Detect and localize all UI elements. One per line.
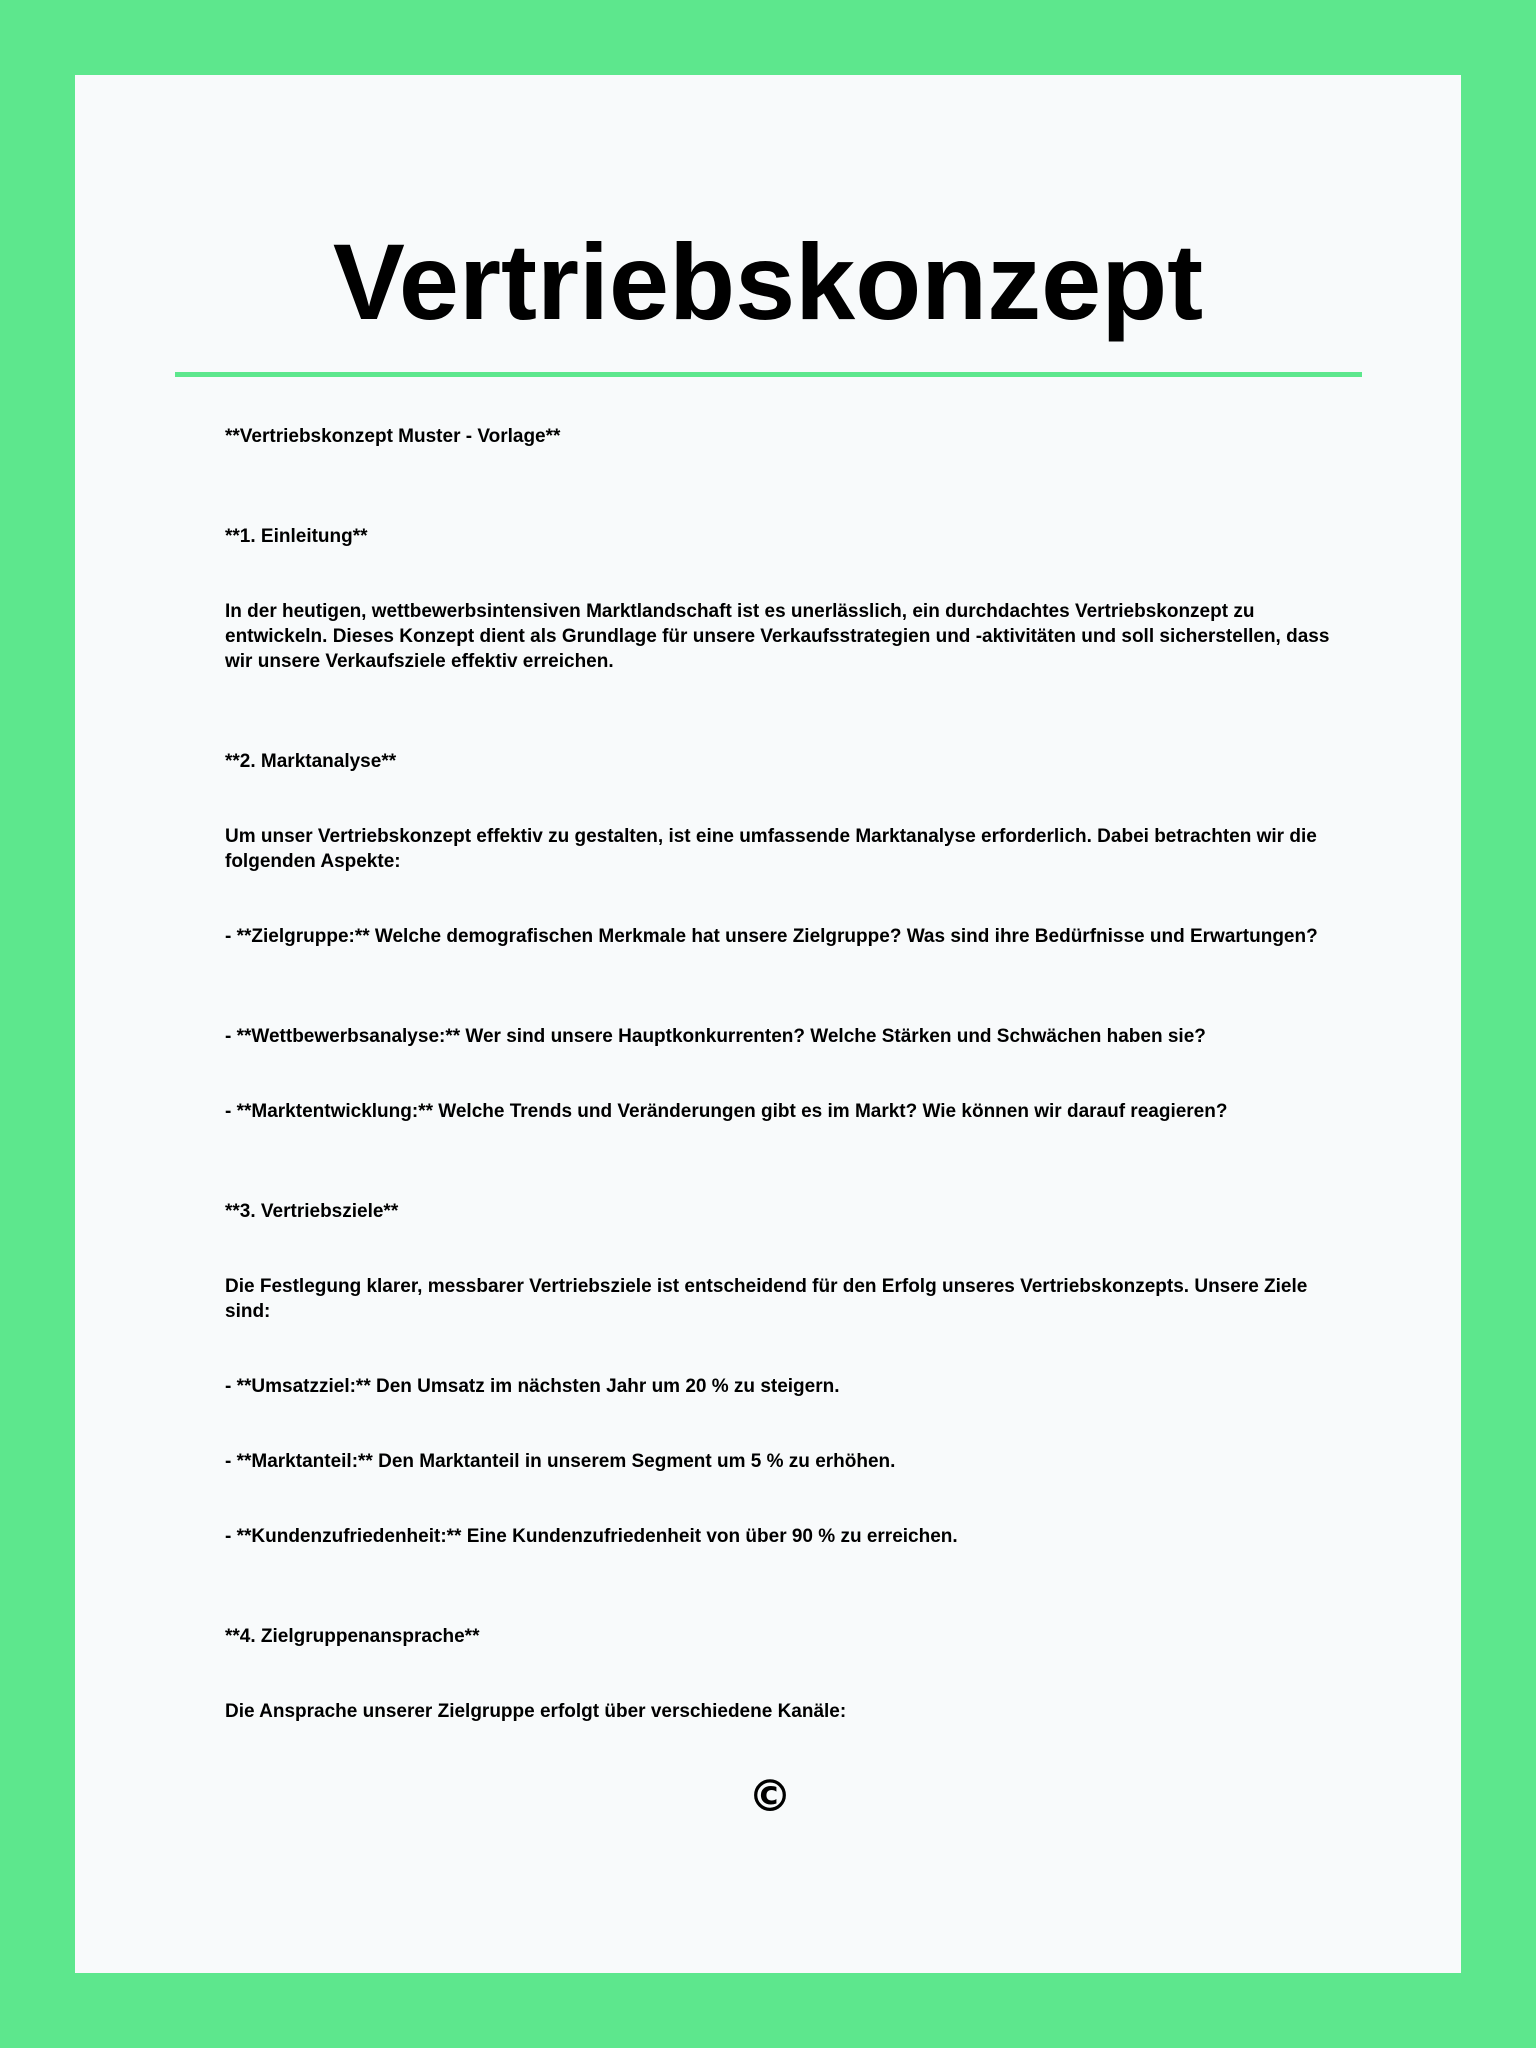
paragraph-einleitung: In der heutigen, wettbewerbsintensiven Marktlandschaft ist es unerlässlich, ein durchdachtes Vertriebskonzept zu entwickeln. Dieses Konzept dient als Grundlage für unsere Verkaufsstrategien und -aktivitäten und soll sicherstellen, dass wir unsere Verkaufsziele effektiv erreichen. — [225, 601, 1330, 672]
list-item-umsatzziel: - **Umsatzziel:** Den Umsatz im nächsten Jahr um 20 % zu steigern. — [225, 1376, 840, 1397]
document-title: Vertriebskonzept — [332, 221, 1204, 342]
section-heading-einleitung: **1. Einleitung** — [225, 526, 368, 547]
list-item-zielgruppe: - **Zielgruppe:** Welche demografischen Merkmale hat unsere Zielgruppe? Was sind ihre Bedürfnisse und Erwartungen? — [225, 926, 1318, 947]
section-heading-zielgruppenansprache: **4. Zielgruppenansprache** — [225, 1626, 480, 1647]
section-heading-vertriebsziele: **3. Vertriebsziele** — [225, 1201, 399, 1222]
paragraph-marktanalyse: Um unser Vertriebskonzept effektiv zu gestalten, ist eine umfassende Marktanalyse erforderlich. Dabei betrachten wir die folgenden Aspekte: — [225, 826, 1317, 872]
list-item-wettbewerbsanalyse: - **Wettbewerbsanalyse:** Wer sind unsere Hauptkonkurrenten? Welche Stärken und Schwächen haben sie? — [225, 1026, 1206, 1047]
paragraph-vertriebsziele: Die Festlegung klarer, messbarer Vertriebsziele ist entscheidend für den Erfolg unseres Vertriebskonzepts. Unsere Ziele sind: — [225, 1276, 1308, 1322]
list-item-marktanteil: - **Marktanteil:** Den Marktanteil in unserem Segment um 5 % zu erhöhen. — [225, 1451, 896, 1472]
list-item-marktentwicklung: - **Marktentwicklung:** Welche Trends und Veränderungen gibt es im Markt? Wie können wir darauf reagieren? — [225, 1101, 1228, 1122]
list-item-kundenzufriedenheit: - **Kundenzufriedenheit:** Eine Kundenzufriedenheit von über 90 % zu erreichen. — [225, 1526, 958, 1547]
paragraph-zielgruppenansprache: Die Ansprache unserer Zielgruppe erfolgt über verschiedene Kanäle: — [225, 1701, 847, 1722]
section-heading-marktanalyse: **2. Marktanalyse** — [225, 751, 397, 772]
document-subtitle: **Vertriebskonzept Muster - Vorlage** — [225, 426, 561, 447]
copyright-icon: © — [748, 1771, 792, 1822]
title-divider — [175, 372, 1362, 377]
